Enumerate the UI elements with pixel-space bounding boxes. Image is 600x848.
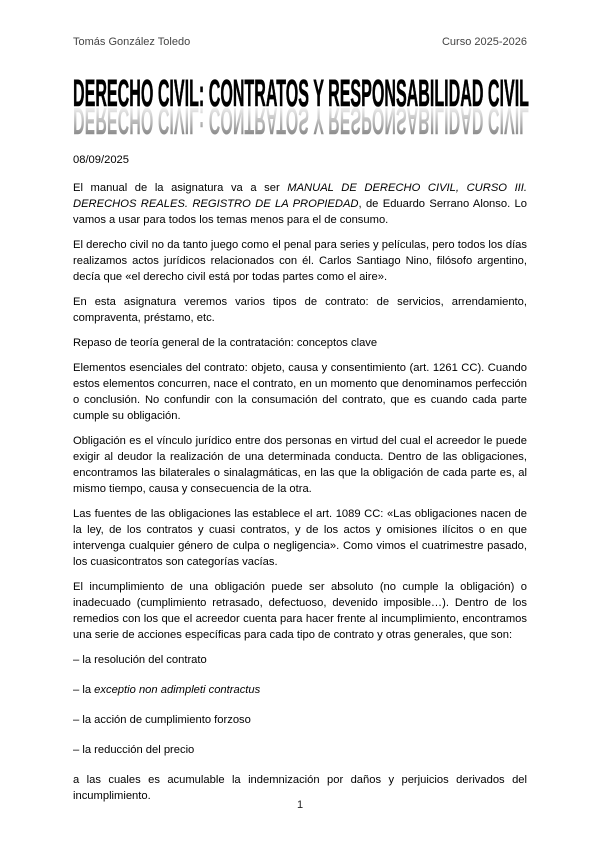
header-course: Curso 2025-2026 xyxy=(441,36,527,48)
list-item xyxy=(73,712,527,728)
list-item xyxy=(73,682,527,698)
list-item-text: la reducción del precio xyxy=(82,744,195,756)
page-number: 1 xyxy=(296,799,304,811)
list-dash: – xyxy=(73,654,83,666)
paragraph-manual-text-a: El manual de la asignatura va a ser xyxy=(73,182,288,194)
title-reflection: DERECHO CIVIL: CONTRATOS Y RESPONSABILIDAD CIVIL xyxy=(73,99,529,141)
paragraph-obligation: Obligación es el vínculo jurídico entre dos personas en virtud del cual el acreedor le puede exigir al deudor la realización de una determinada conducta. Dentro de las obligaciones, encontramos las bilaterales o sinalagmáticas, en las que la obligación de cada parte es, al mismo tiempo, causa y consecuencia de la otra. xyxy=(73,435,527,495)
list-dash: – xyxy=(73,684,83,696)
paragraph-manual xyxy=(73,180,527,228)
paragraph-damages: a las cuales es acumulable la indemnización por daños y perjuicios derivados del incumplimiento. xyxy=(73,774,527,802)
list-item xyxy=(73,652,527,668)
manual-title: MANUAL DE DERECHO CIVIL, CURSO III. DERECHOS REALES. REGISTRO DE LA PROPIEDAD xyxy=(73,182,527,210)
header-author: Tomás González Toledo xyxy=(73,36,191,48)
list-dash: – xyxy=(73,714,83,726)
list-item-italic: exceptio non adimpleti contractus xyxy=(94,684,261,696)
list-item-text: la resolución del contrato xyxy=(82,654,207,666)
date: 08/09/2025 xyxy=(73,154,129,166)
title-graphic xyxy=(73,66,529,146)
list-item-text: la xyxy=(82,684,95,696)
paragraph-breach: El incumplimiento de una obligación puede ser absoluto (no cumple la obligación) o inadecuado (cumplimiento retrasado, defectuoso, devenido imposible…). Dentro de los remedios con los que el acreedor cuenta para hacer frente al incumplimiento, encontramos una serie de acciones específicas para cada tipo de contrato y otras generales, que son: xyxy=(73,581,527,641)
list-dash: – xyxy=(73,744,83,756)
paragraph-civil-law: El derecho civil no da tanto juego como el penal para series y películas, pero todos los días realizamos actos jurídicos relacionados con él. Carlos Santiago Nino, filósofo argentino, decía que «el derecho civil está por todas partes como el aire». xyxy=(73,239,527,283)
paragraph-contract-types: En esta asignatura veremos varios tipos de contrato: de servicios, arrendamiento, compraventa, préstamo, etc. xyxy=(73,296,527,324)
paragraph-sources: Las fuentes de las obligaciones las establece el art. 1089 CC: «Las obligaciones nacen de la ley, de los contratos y cuasi contratos, y de los actos y omisiones ilícitos o en que intervenga cualquier género de culpa o negligencia». Como vimos el cuatrimestre pasado, los cuasicontratos son categorías vacías. xyxy=(73,508,527,568)
paragraph-essential-elements: Elementos esenciales del contrato: objeto, causa y consentimiento (art. 1261 CC). Cuando estos elementos concurren, nace el contrato, en un momento que denominamos perfección o conclusión. No confundir con la consumación del contrato, que es cuando cada parte cumple su obligación. xyxy=(73,362,527,422)
list-item xyxy=(73,742,527,758)
paragraph-review-heading: Repaso de teoría general de la contratación: conceptos clave xyxy=(73,337,378,349)
document-body xyxy=(73,152,527,813)
title-text: DERECHO CIVIL: CONTRATOS Y RESPONSABILIDAD CIVIL xyxy=(73,73,529,115)
document-title xyxy=(73,66,529,146)
list-item-text: la acción de cumplimiento forzoso xyxy=(82,714,251,726)
paragraph-manual-text-b: , de Eduardo Serrano Alonso. Lo vamos a usar para todos los temas menos para el de consumo. xyxy=(73,198,527,226)
